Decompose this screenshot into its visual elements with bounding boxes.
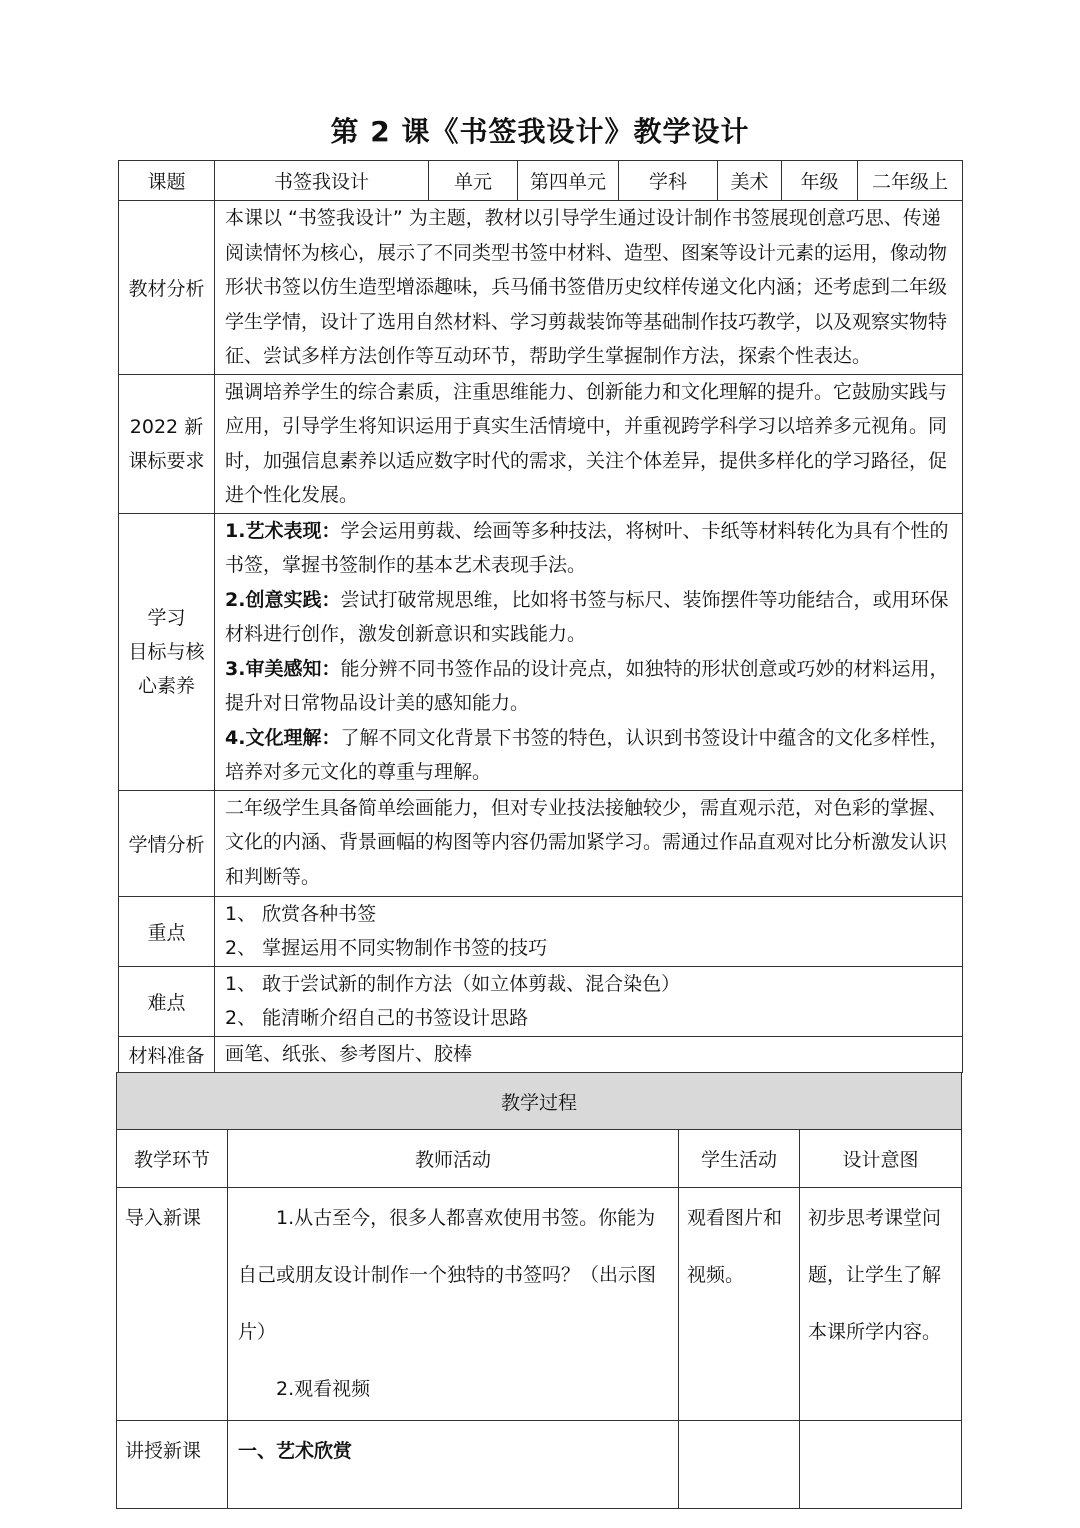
kebiao-text: 强调培养学生的综合素质，注重思维能力、创新能力和文化理解的提升。它鼓励实践与应用，引导学生将知识运用于真实生活情境中，并重视跨学科学习以培养多元视角。同时，加强信息素养以适应数字时代的需求，关注个体差异，提供多样化的学习路径，促进个性化发展。 bbox=[215, 374, 963, 513]
nianji-label: 年级 bbox=[782, 161, 858, 201]
zhongdian-list bbox=[215, 896, 963, 966]
nandian-item: 2、 能清晰介绍自己的书签设计思路 bbox=[225, 1007, 529, 1029]
page-title: 第 2 课《书签我设计》教学设计 bbox=[330, 115, 750, 148]
info-row-mubiao bbox=[119, 513, 963, 790]
teacher-cell bbox=[228, 1421, 679, 1509]
stage-cell: 导入新课 bbox=[117, 1188, 228, 1421]
jiaocai-label: 教材分析 bbox=[119, 201, 215, 375]
section-heading: 一、艺术欣赏 bbox=[238, 1440, 353, 1462]
cailiao-text: 画笔、纸张、参考图片、胶棒 bbox=[215, 1036, 963, 1072]
teacher-cell bbox=[228, 1188, 679, 1421]
zhongdian-label: 重点 bbox=[119, 896, 215, 966]
goals-cell bbox=[215, 513, 963, 790]
goal-text: 了解不同文化背景下书签的特色，认识到书签设计中蕴含的文化多样性，培养对多元文化的尊重与理解。 bbox=[225, 726, 949, 783]
intent-cell: 初步思考课堂问题，让学生了解本课所学内容。 bbox=[800, 1188, 962, 1421]
xueqing-text: 二年级学生具备简单绘画能力，但对专业技法接触较少，需直观示范，对色彩的掌握、文化的内涵、背景画幅的构图等内容仍需加紧学习。需通过作品直观对比分析激发认识和判断等。 bbox=[215, 790, 963, 896]
goal-head: 1.艺术表现： bbox=[225, 519, 341, 542]
xueke-label: 学科 bbox=[619, 161, 718, 201]
goal-item bbox=[225, 652, 952, 721]
mubiao-label bbox=[119, 513, 215, 790]
zhongdian-item: 2、 掌握运用不同实物制作书签的技巧 bbox=[225, 937, 548, 959]
mubiao-label-line-3: 心素养 bbox=[137, 674, 195, 697]
goal-head: 3.审美感知： bbox=[225, 657, 341, 680]
student-cell: 观看图片和视频。 bbox=[679, 1188, 800, 1421]
info-row-cailiao bbox=[119, 1036, 963, 1072]
danyuan-value: 第四单元 bbox=[518, 161, 619, 201]
cailiao-label: 材料准备 bbox=[119, 1036, 215, 1072]
col-stage: 教学环节 bbox=[117, 1130, 228, 1188]
process-header-row bbox=[117, 1073, 962, 1130]
goal-text: 能分辨不同书签作品的设计亮点，如独特的形状创意或巧妙的材料运用，提升对日常物品设计美的感知能力。 bbox=[225, 657, 949, 714]
nandian-label: 难点 bbox=[119, 966, 215, 1036]
goal-text: 学会运用剪裁、绘画等多种技法，将树叶、卡纸等材料转化为具有个性的书签，掌握书签制作的基本艺术表现手法。 bbox=[225, 519, 949, 576]
danyuan-label: 单元 bbox=[429, 161, 518, 201]
col-intent: 设计意图 bbox=[800, 1130, 962, 1188]
zhongdian-item: 1、 欣赏各种书签 bbox=[225, 902, 377, 925]
info-row-jiaocai bbox=[119, 201, 963, 375]
goal-head: 2.创意实践： bbox=[225, 588, 341, 611]
student-cell bbox=[679, 1421, 800, 1509]
kebiao-label-line-2: 课标要求 bbox=[128, 449, 205, 472]
lesson-info-table bbox=[118, 160, 963, 1073]
info-row-xueqing bbox=[119, 790, 963, 896]
keti-value: 书签我设计 bbox=[215, 161, 429, 201]
goal-head: 4.文化理解： bbox=[225, 726, 341, 749]
mubiao-label-line-2: 目标与核 bbox=[128, 640, 205, 663]
nianji-value: 二年级上 bbox=[858, 161, 963, 201]
keti-label: 课题 bbox=[119, 161, 215, 201]
process-header: 教学过程 bbox=[117, 1073, 962, 1130]
info-row-keti bbox=[119, 161, 963, 201]
table-row bbox=[117, 1421, 962, 1509]
process-columns-row bbox=[117, 1130, 962, 1188]
col-student: 学生活动 bbox=[679, 1130, 800, 1188]
nandian-list bbox=[215, 966, 963, 1036]
info-row-kebiao bbox=[119, 374, 963, 513]
jiaocai-text: 本课以 “书签我设计” 为主题，教材以引导学生通过设计制作书签展现创意巧思、传递阅读情怀为核心，展示了不同类型书签中材料、造型、图案等设计元素的运用，像动物形状书签以仿生造型增添趣味，兵马俑书签借历史纹样传递文化内涵；还考虑到二年级学生学情，设计了选用自然材料、学习剪裁装饰等基础制作技巧教学，以及观察实物特征、尝试多样方法创作等互动环节，帮助学生掌握制作方法，探索个性表达。 bbox=[215, 201, 963, 375]
goal-text: 尝试打破常规思维，比如将书签与标尺、装饰摆件等功能结合，或用环保材料进行创作，激发创新意识和实践能力。 bbox=[225, 588, 949, 645]
nandian-item: 1、 敢于尝试新的制作方法（如立体剪裁、混合染色） bbox=[225, 972, 681, 995]
goal-item bbox=[225, 583, 952, 652]
kebiao-label-line-1: 2022 新 bbox=[129, 415, 204, 438]
col-teacher: 教师活动 bbox=[228, 1130, 679, 1188]
teacher-activity-2: 2.观看视频 bbox=[276, 1378, 371, 1400]
intent-cell bbox=[800, 1421, 962, 1509]
goal-item bbox=[225, 721, 952, 790]
xueke-value: 美术 bbox=[718, 161, 782, 201]
stage-cell: 讲授新课 bbox=[117, 1421, 228, 1509]
info-row-zhongdian bbox=[119, 896, 963, 966]
info-row-nandian bbox=[119, 966, 963, 1036]
xueqing-label: 学情分析 bbox=[119, 790, 215, 896]
goal-item bbox=[225, 514, 952, 583]
table-row bbox=[117, 1188, 962, 1421]
mubiao-label-line-1: 学习 bbox=[147, 606, 186, 629]
teaching-process-table bbox=[116, 1072, 962, 1509]
kebiao-label bbox=[119, 374, 215, 513]
teacher-activity-1: 1.从古至今，很多人都喜欢使用书签。你能为自己或朋友设计制作一个独特的书签吗？（出示图片） bbox=[238, 1207, 657, 1343]
